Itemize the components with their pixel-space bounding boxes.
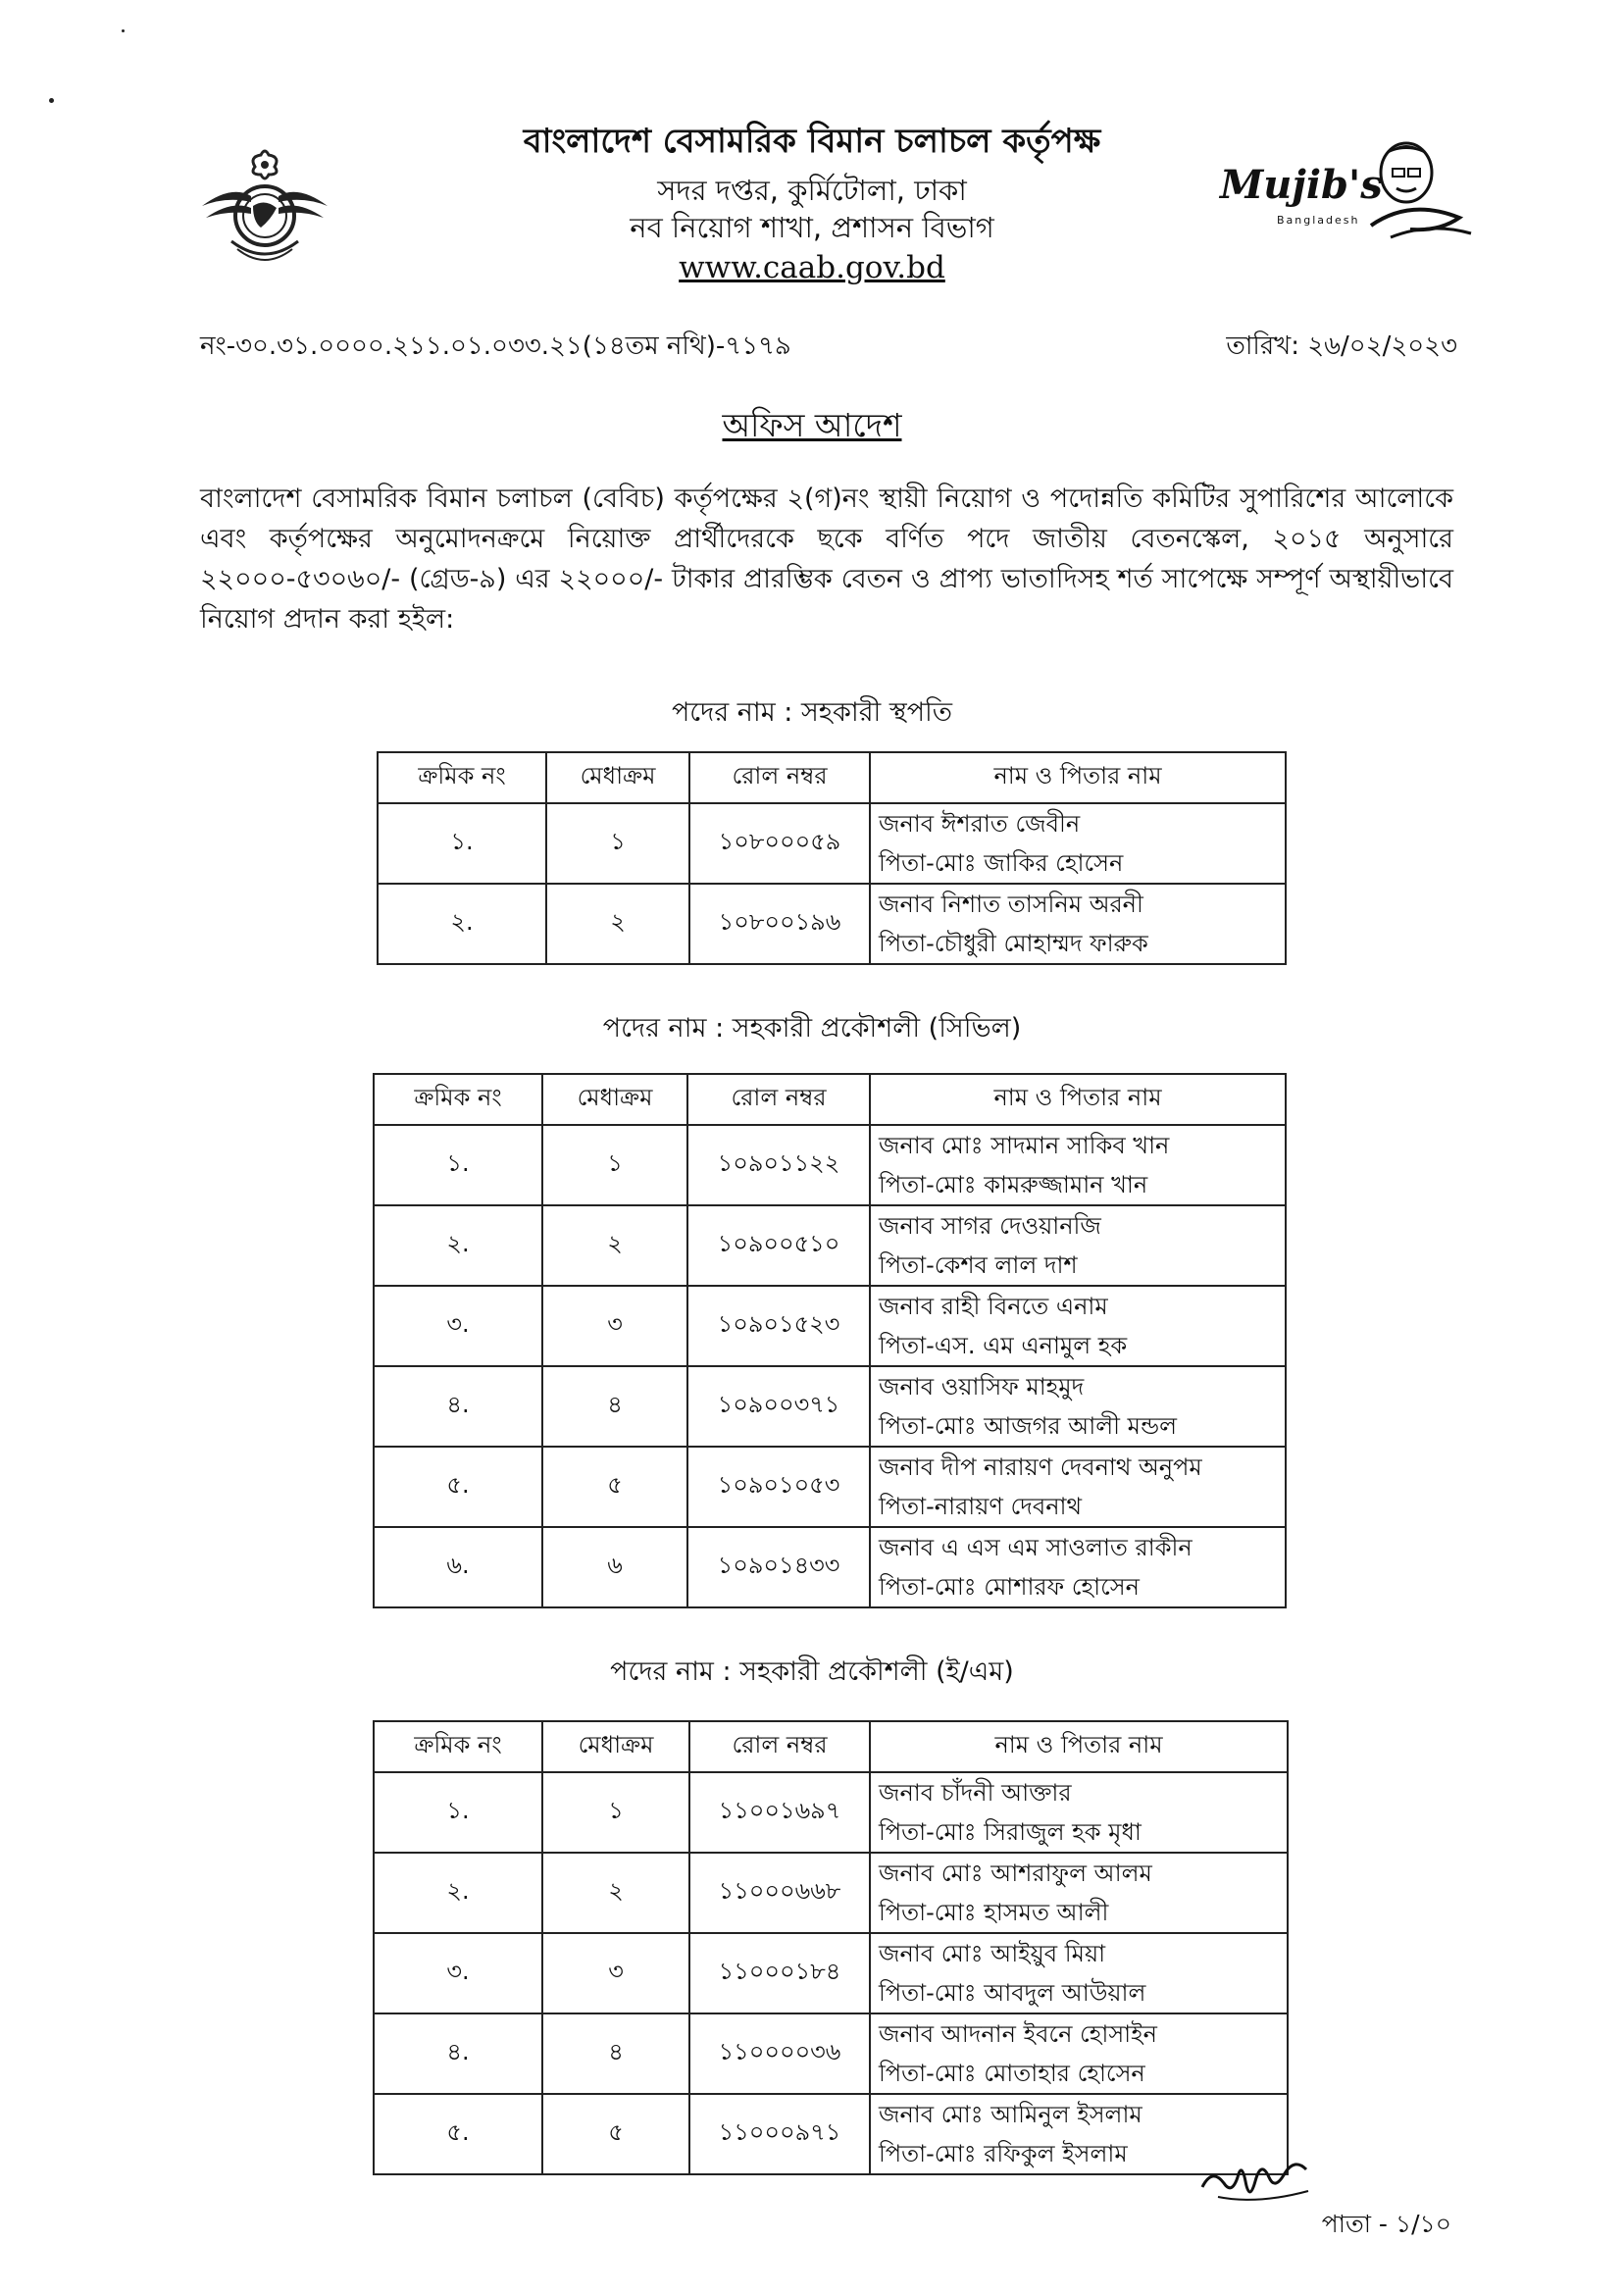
cell-roll: ১১০০০৬৬৮ [689,1853,870,1933]
cell-name [870,884,1286,964]
candidate-name: জনাব এ এস এম সাওলাত রাকীন [879,1534,1193,1561]
cell-roll: ১১০০০১৮৪ [689,1933,870,2013]
cell-roll: ১০৯০০৫১০ [687,1205,870,1286]
candidate-name: জনাব মোঃ আশরাফুল আলম [879,1860,1152,1887]
cell-name [870,1933,1288,2013]
candidate-father: পিতা-মোঃ জাকির হোসেন [879,849,1124,877]
candidate-name: জনাব নিশাত তাসনিম অরনী [879,891,1143,918]
table-row [374,1527,1286,1607]
candidate-name: জনাব মোঃ সাদমান সাকিব খান [879,1132,1170,1159]
cell-roll: ১১০০১৬৯৭ [689,1772,870,1853]
table-row [374,1772,1288,1853]
candidate-father: পিতা-চৌধুরী মোহাম্মদ ফারুক [879,930,1148,957]
header-roll: রোল নম্বর [689,1721,870,1772]
cell-roll: ১০৯০১১২২ [687,1125,870,1205]
cell-roll: ১১০০০৯৭১ [689,2094,870,2174]
cell-serial: ১. [374,1125,542,1205]
cell-merit: ২ [542,1853,689,1933]
candidate-father: পিতা-মোঃ আবদুল আউয়াল [879,1979,1146,2007]
cell-serial: ৫. [374,1447,542,1527]
header-serial: ক্রমিক নং [374,1074,542,1125]
candidate-name: জনাব সাগর দেওয়ানজি [879,1212,1101,1240]
header-merit: মেধাক্রম [542,1721,689,1772]
cell-merit: ১ [546,803,689,884]
table-row [374,1125,1286,1205]
scan-speck [122,29,125,32]
cell-merit: ৬ [542,1527,687,1607]
table-row [378,884,1286,964]
signature [1198,2148,1316,2211]
table-row [378,803,1286,884]
cell-serial: ১. [374,1772,542,1853]
cell-serial: ১. [378,803,546,884]
candidate-name: জনাব দীপ নারায়ণ দেবনাথ অনুপম [879,1453,1202,1481]
cell-serial: ৩. [374,1933,542,2013]
office-address: সদর দপ্তর, কুর্মিটোলা, ঢাকা [657,174,967,207]
candidate-father: পিতা-কেশব লাল দাশ [879,1251,1078,1279]
website-link[interactable]: www.caab.gov.bd [679,250,945,285]
table-header-row [374,1721,1288,1772]
cell-name [870,803,1286,884]
header-serial: ক্রমিক নং [374,1721,542,1772]
header-serial: ক্রমিক নং [378,752,546,803]
cell-roll: ১০৮০০০৫৯ [689,803,870,884]
cell-serial: ৪. [374,2013,542,2094]
cell-serial: ২. [378,884,546,964]
cell-name [870,1772,1288,1853]
cell-merit: ৪ [542,2013,689,2094]
cell-merit: ৫ [542,2094,689,2174]
candidate-father: পিতা-মোঃ কামরুজ্জামান খান [879,1171,1148,1198]
header-name: নাম ও পিতার নাম [870,1721,1288,1772]
cell-name [870,1125,1286,1205]
cell-serial: ২. [374,1853,542,1933]
cell-name [870,1366,1286,1447]
header-merit: মেধাক্রম [546,752,689,803]
table-row [374,1933,1288,2013]
table-header-row [374,1074,1286,1125]
candidate-father: পিতা-মোঃ আজগর আলী মন্ডল [879,1412,1178,1440]
candidate-father: পিতা-নারায়ণ দেবনাথ [879,1493,1083,1520]
candidate-name: জনাব মোঃ আমিনুল ইসলাম [879,2101,1142,2128]
candidate-father: পিতা-মোঃ সিরাজুল হক মৃধা [879,1818,1142,1846]
cell-serial: ৬. [374,1527,542,1607]
cell-name [870,2013,1288,2094]
table-row [374,1286,1286,1366]
candidate-name: জনাব মোঃ আইয়ুব মিয়া [879,1940,1106,1967]
candidate-father: পিতা-মোঃ মোশারফ হোসেন [879,1573,1140,1601]
cell-serial: ৫. [374,2094,542,2174]
cell-name [870,1527,1286,1607]
header-roll: রোল নম্বর [689,752,870,803]
cell-roll: ১০৯০১৪৩৩ [687,1527,870,1607]
header-name: নাম ও পিতার নাম [870,1074,1286,1125]
post-title-assistant-engineer-civil: পদের নাম : সহকারী প্রকৌশলী (সিভিল) [602,1013,1022,1044]
cell-merit: ৩ [542,1933,689,2013]
cell-roll: ১০৮০০১৯৬ [689,884,870,964]
mujib-logo-subtext: Bangladesh [1277,214,1360,227]
cell-merit: ১ [542,1772,689,1853]
table-row [374,1447,1286,1527]
header-name: নাম ও পিতার নাম [870,752,1286,803]
cell-merit: ৪ [542,1366,687,1447]
cell-name [870,1447,1286,1527]
candidate-father: পিতা-মোঃ মোতাহার হোসেন [879,2060,1145,2087]
scan-speck [49,98,54,103]
mujib-logo-text: Mujib's [1220,162,1383,208]
cell-roll: ১০৯০০৩৭১ [687,1366,870,1447]
cell-merit: ২ [542,1205,687,1286]
section-name: নব নিয়োগ শাখা, প্রশাসন বিভাগ [630,211,994,244]
cell-serial: ৪. [374,1366,542,1447]
office-order-heading: অফিস আদেশ [722,406,902,444]
memo-number: নং-৩০.৩১.০০০০.২১১.০১.০৩৩.২১(১৪তম নথি)-৭১৭৯ [200,331,791,361]
table-row [374,1366,1286,1447]
candidate-table-architect [377,751,1287,965]
cell-name [870,1205,1286,1286]
cell-roll: ১০৯০১০৫৩ [687,1447,870,1527]
candidate-table-civil [373,1073,1287,1608]
cell-serial: ৩. [374,1286,542,1366]
cell-name [870,1286,1286,1366]
post-title-assistant-architect: পদের নাম : সহকারী স্থপতি [671,697,953,728]
table-row [374,2013,1288,2094]
order-body-paragraph: বাংলাদেশ বেসামরিক বিমান চলাচল (বেবিচ) কর্তৃপক্ষের ২(গ)নং স্থায়ী নিয়োগ ও পদোন্নতি কমিটির সুপারিশের আলোকে এবং কর্তৃপক্ষের অনুমোদনক্রমে নিয়োক্ত প্রার্থীদেরকে ছকে বর্ণিত পদে জাতীয় বেতনস্কেল, ২০১৫ অনুসারে ২২০০০-৫৩০৬০/- (গ্রেড-৯) এর ২২০০০/- টাকার প্রারম্ভিক বেতন ও প্রাপ্য ভাতাদিসহ শর্ত সাপেক্ষে সম্পূর্ণ অস্থায়ীভাবে নিয়োগ প্রদান করা হইল: [200,484,1453,635]
candidate-name: জনাব ওয়াসিফ মাহমুদ [879,1373,1085,1401]
header-merit: মেধাক্রম [542,1074,687,1125]
candidate-name: জনাব চাঁদনী আক্তার [879,1779,1072,1807]
cell-roll: ১১০০০০৩৬ [689,2013,870,2094]
table-row [374,1853,1288,1933]
organization-title: বাংলাদেশ বেসামরিক বিমান চলাচল কর্তৃপক্ষ [523,122,1101,161]
cell-merit: ১ [542,1125,687,1205]
cell-merit: ৫ [542,1447,687,1527]
cell-roll: ১০৯০১৫২৩ [687,1286,870,1366]
post-title-assistant-engineer-em: পদের নাম : সহকারী প্রকৌশলী (ই/এম) [610,1656,1014,1687]
candidate-name: জনাব রাহী বিনতে এনাম [879,1293,1108,1320]
memo-date: তারিখ: ২৬/০২/২০২৩ [1226,331,1457,361]
cell-name [870,1853,1288,1933]
cell-merit: ৩ [542,1286,687,1366]
header-roll: রোল নম্বর [687,1074,870,1125]
candidate-father: পিতা-মোঃ হাসমত আলী [879,1899,1109,1926]
candidate-table-em [373,1720,1289,2175]
candidate-father: পিতা-এস. এম এনামুল হক [879,1332,1128,1359]
candidate-name: জনাব ঈশরাত জেবীন [879,810,1081,838]
cell-merit: ২ [546,884,689,964]
candidate-name: জনাব আদনান ইবনে হোসাইন [879,2020,1157,2048]
candidate-father: পিতা-মোঃ রফিকুল ইসলাম [879,2140,1128,2167]
table-row [374,2094,1288,2174]
table-header-row [378,752,1286,803]
cell-serial: ২. [374,1205,542,1286]
mujib-centenary-logo [1214,127,1479,245]
table-row [374,1205,1286,1286]
page-number: পাতা - ১/১০ [1321,2210,1451,2238]
